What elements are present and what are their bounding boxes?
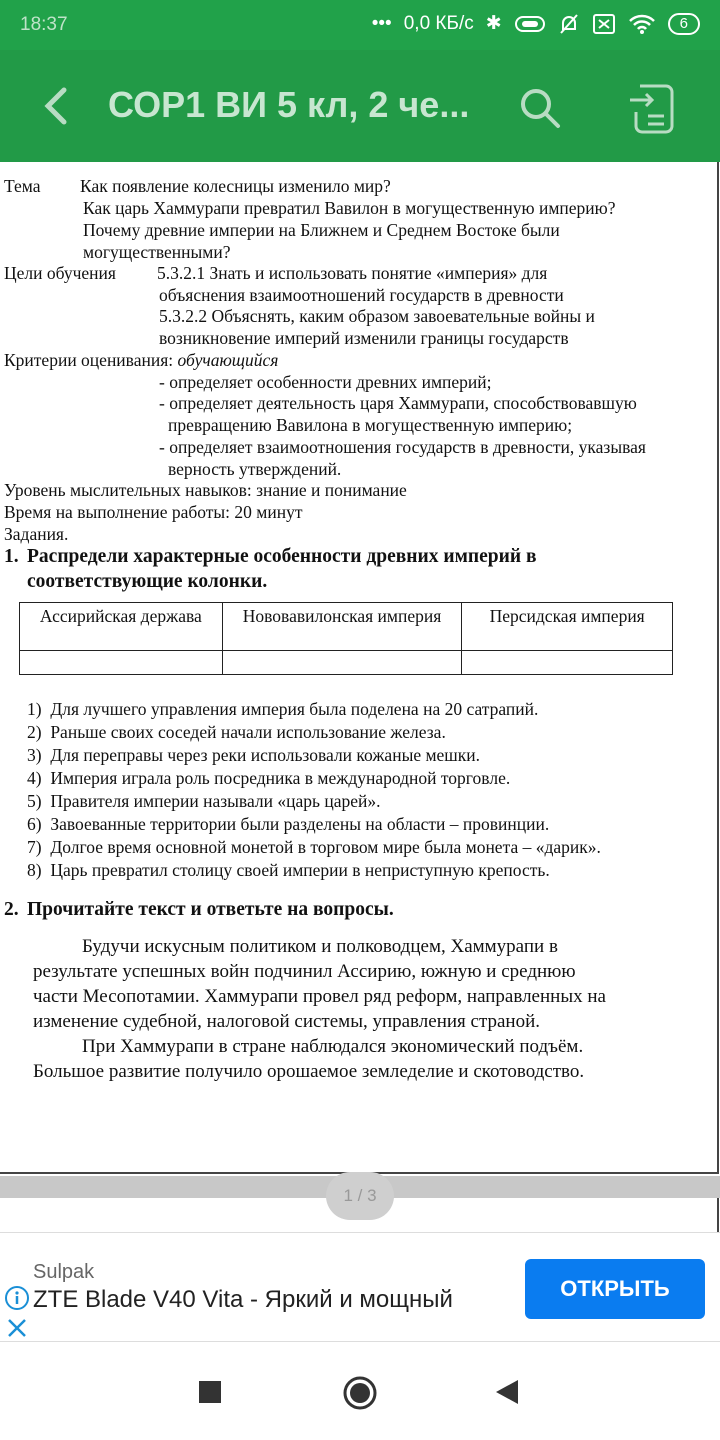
paragraph-line: Будучи искусным политиком и полководцем, Хаммурапи в xyxy=(82,936,558,957)
back-arrow-icon[interactable] xyxy=(36,84,76,128)
home-icon[interactable] xyxy=(342,1375,378,1411)
info-icon[interactable] xyxy=(4,1285,30,1311)
ad-brand: Sulpak xyxy=(33,1261,95,1283)
mute-bell-icon xyxy=(558,13,580,35)
ad-headline[interactable]: ZTE Blade V40 Vita - Яркий и мощный xyxy=(33,1286,453,1313)
status-icons xyxy=(372,12,700,35)
document-page xyxy=(0,162,719,1174)
topic-label: Тема xyxy=(4,176,41,196)
vibrate-icon xyxy=(514,14,546,34)
criteria-line: - определяет особенности древних империй; xyxy=(159,372,492,392)
list-item: 8) Царь превратил столицу своей империи в неприступную крепость. xyxy=(27,860,550,880)
search-icon[interactable] xyxy=(518,86,562,130)
bluetooth-icon: ✱ xyxy=(485,13,502,34)
list-item: 3) Для переправы через реки использовали кожаные мешки. xyxy=(27,745,481,765)
wifi-icon xyxy=(628,13,656,35)
topic-line: Как царь Хаммурапи превратил Вавилон в могущественную империю? xyxy=(83,198,616,218)
table-header-cell: Нововавилонская империя xyxy=(222,603,462,651)
task1-title: соответствующие колонки. xyxy=(27,571,268,592)
goals-label: Цели обучения xyxy=(4,263,116,283)
network-speed: 0,0 КБ/с xyxy=(403,12,474,34)
paragraph-line: части Месопотамии. Хаммурапи провел ряд реформ, направленных на xyxy=(33,986,606,1007)
list-item: 2) Раньше своих соседей начали использование железа. xyxy=(27,722,446,742)
document-title: СОР1 ВИ 5 кл, 2 че... xyxy=(108,84,470,125)
table-header-cell: Ассирийская держава xyxy=(20,603,223,651)
document-export-icon[interactable] xyxy=(626,82,678,134)
table-cell xyxy=(462,651,673,675)
task2-number: 2. xyxy=(4,899,19,920)
goal-line: 5.3.2.1 Знать и использовать понятие «империя» для xyxy=(157,263,548,283)
open-ad-button[interactable]: ОТКРЫТЬ xyxy=(525,1259,705,1319)
task1-number: 1. xyxy=(4,546,19,567)
criteria-label: Критерии оценивания: xyxy=(4,350,178,370)
list-item: 5) Правителя империи называли «царь царей». xyxy=(27,791,381,811)
criteria-line: превращению Вавилона в могущественную империю; xyxy=(168,415,573,435)
criteria-line: верность утверждений. xyxy=(168,459,342,479)
table-header-cell: Персидская империя xyxy=(462,603,673,651)
skills-level: Уровень мыслительных навыков: знание и понимание xyxy=(4,480,407,500)
table-cell xyxy=(222,651,462,675)
criteria-heading xyxy=(4,350,278,371)
list-item: 1) Для лучшего управления империя была поделена на 20 сатрапий. xyxy=(27,699,539,719)
paragraph-line: результате успешных войн подчинил Ассирию, южную и среднюю xyxy=(33,961,576,982)
time-limit: Время на выполнение работы: 20 минут xyxy=(4,502,303,522)
topic-line: Как появление колесницы изменило мир? xyxy=(80,176,391,196)
task2-title: Прочитайте текст и ответьте на вопросы. xyxy=(27,899,394,920)
table-cell xyxy=(20,651,223,675)
list-item: 7) Долгое время основной монетой в торговом мире была монета – «дарик». xyxy=(27,837,601,857)
app-toolbar xyxy=(0,50,720,162)
close-icon[interactable] xyxy=(6,1317,28,1339)
dots-icon: ••• xyxy=(371,12,392,34)
criteria-subject: обучающийся xyxy=(177,350,279,370)
list-item: 6) Завоеванные территории были разделены на области – провинции. xyxy=(27,814,550,834)
battery-indicator: 6 xyxy=(668,13,700,35)
ad-banner[interactable] xyxy=(0,1232,720,1342)
paragraph-line: Большое развитие получило орошаемое земледелие и скотоводство. xyxy=(33,1061,585,1082)
criteria-line: - определяет деятельность царя Хаммурапи, способствовавшую xyxy=(159,393,637,413)
topic-line: могущественными? xyxy=(83,242,231,262)
paragraph-line: При Хаммурапи в стране наблюдался экономический подъём. xyxy=(82,1036,584,1057)
task1-title: Распредели характерные особенности древних империй в xyxy=(27,546,537,567)
goal-line: 5.3.2.2 Объяснять, каким образом завоевательные войны и xyxy=(159,306,595,326)
status-bar xyxy=(0,0,720,50)
goal-line: объяснения взаимоотношений государств в древности xyxy=(159,285,564,305)
nav-back-icon[interactable] xyxy=(494,1378,520,1406)
system-nav-bar xyxy=(0,1342,720,1440)
topic-line: Почему древние империи на Ближнем и Среднем Востоке были xyxy=(83,220,560,240)
recents-icon[interactable] xyxy=(199,1381,221,1403)
status-time: 18:37 xyxy=(20,14,68,35)
criteria-line: - определяет взаимоотношения государств в древности, указывая xyxy=(159,437,646,457)
page-indicator: 1 / 3 xyxy=(326,1172,394,1220)
tasks-label: Задания. xyxy=(4,524,69,544)
paragraph-line: изменение судебной, налоговой системы, управления страной. xyxy=(33,1011,541,1032)
list-item: 4) Империя играла роль посредника в международной торговле. xyxy=(27,768,511,788)
empires-table xyxy=(19,602,673,675)
goal-line: возникновение империй изменили границы государств xyxy=(159,328,569,348)
sim-x-icon xyxy=(592,13,616,35)
